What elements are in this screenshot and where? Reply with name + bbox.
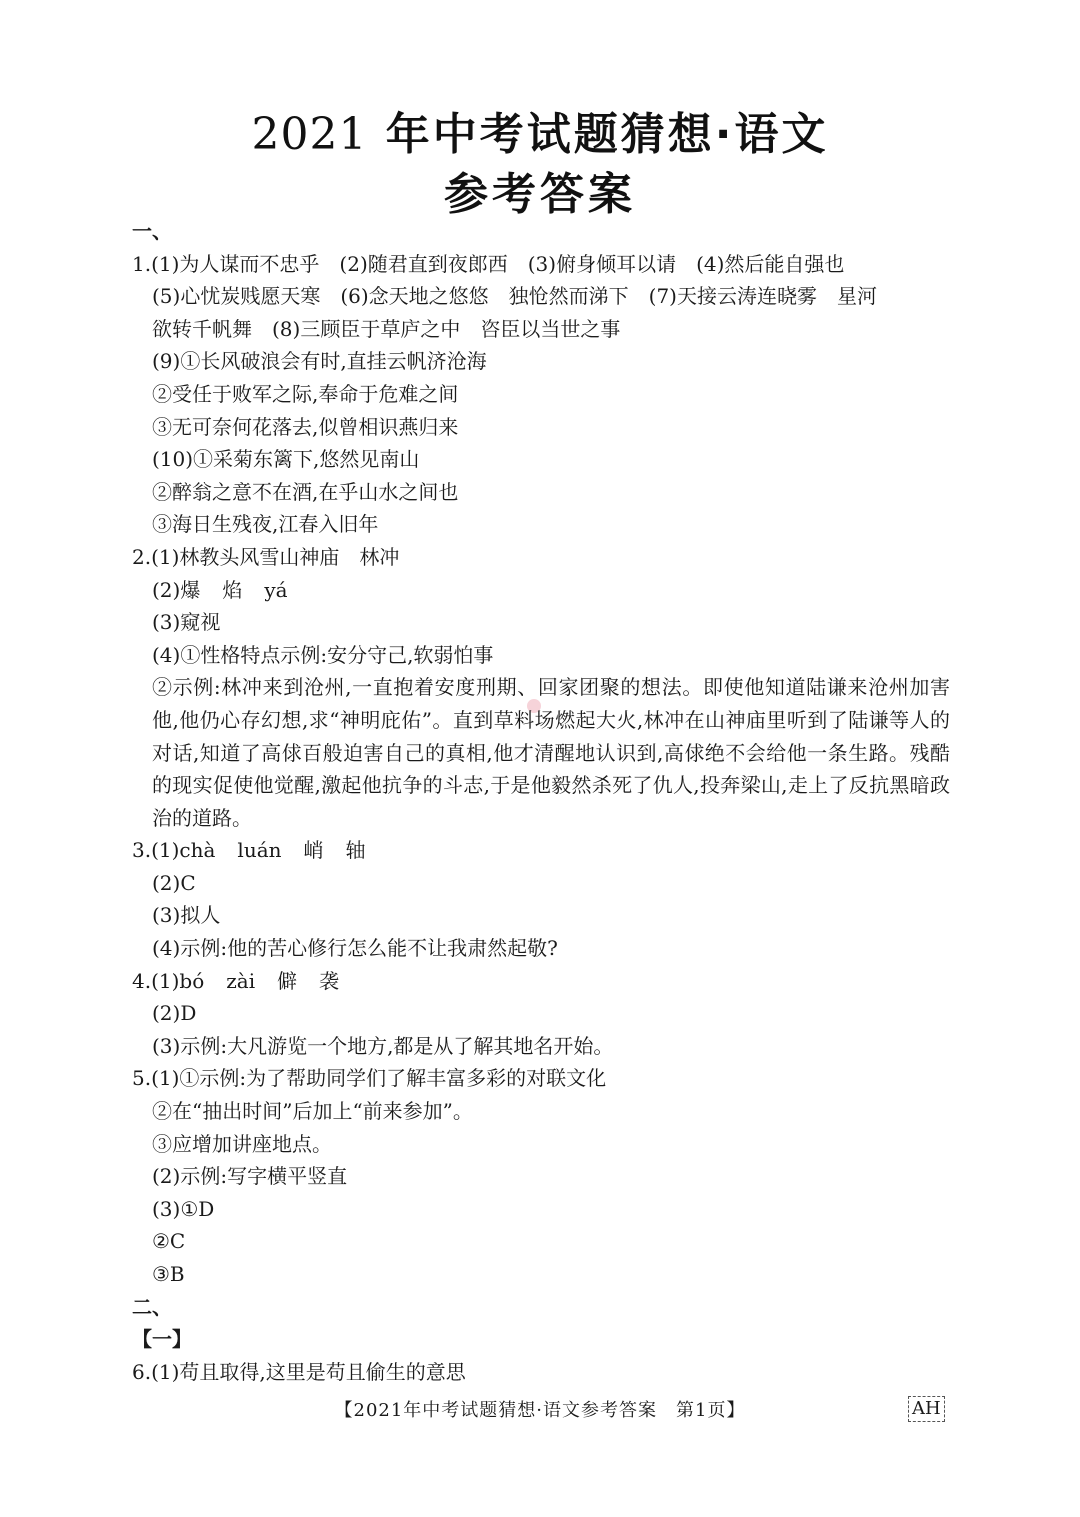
section-heading-2: 二、 — [132, 1294, 172, 1319]
q1-line-5: ②受任于败军之际,奉命于危难之间 — [152, 381, 459, 406]
q1-line-3: 欲转千帆舞 (8)三顾臣于草庐之中 咨臣以当世之事 — [152, 316, 621, 341]
q4-line-3: (3)示例:大凡游览一个地方,都是从了解其地名开始。 — [152, 1033, 614, 1058]
q4-l1-b: zài — [226, 968, 256, 993]
q4-l1-a: 4.(1)bó — [132, 968, 205, 993]
q2-line-3: (3)窥视 — [152, 610, 221, 635]
q1-line-4: (9)①长风破浪会有时,直挂云帆济沧海 — [152, 349, 487, 374]
q5-line-6: ②C — [152, 1229, 186, 1254]
q2-line-1: 2.(1)林教头风雪山神庙 林冲 — [132, 544, 400, 569]
section-heading-1: 一、 — [132, 219, 172, 243]
q1-line-9: ③海日生残夜,江春入旧年 — [152, 512, 379, 537]
q3-line-2: (2)C — [152, 870, 196, 895]
q1-line-1: 1.(1)为人谋而不忠乎 (2)随君直到夜郎西 (3)俯身倾耳以请 (4)然后能自强也 — [132, 251, 845, 276]
q1-line-6: ③无可奈何花落去,似曾相识燕归来 — [152, 414, 459, 439]
q5-line-5: (3)①D — [152, 1196, 215, 1221]
q2-line-4: (4)①性格特点示例:安分守己,软弱怕事 — [152, 642, 494, 667]
subsection-heading: 【一】 — [132, 1327, 192, 1352]
q5-line-1: 5.(1)①示例:为了帮助同学们了解丰富多彩的对联文化 — [132, 1066, 607, 1091]
edition-badge: AH — [908, 1396, 945, 1422]
q5-line-2: ②在“抽出时间”后加上“前来参加”。 — [152, 1099, 473, 1124]
q3-l1-c: 峭 — [303, 838, 324, 863]
q3-line-3: (3)拟人 — [152, 903, 221, 928]
q3-line-1 — [132, 834, 950, 867]
q3-l1-a: 3.(1)chà — [132, 838, 216, 863]
title-year: 2021 — [251, 109, 368, 160]
answer-content — [132, 215, 950, 1388]
page-title — [0, 98, 1080, 162]
q2-l2-a: (2)爆 — [152, 577, 201, 602]
title-main: 年中考试题猜想·语文 — [385, 109, 829, 160]
q5-line-7: ③B — [152, 1262, 185, 1286]
q4-l1-c: 僻 — [277, 968, 298, 993]
q3-l1-b: luán — [237, 838, 282, 863]
q4-line-2: (2)D — [152, 1001, 197, 1026]
page-footer: 【2021年中考试题猜想·语文参考答案 第1页】 — [334, 1400, 746, 1421]
q5-line-3: ③应增加讲座地点。 — [152, 1131, 332, 1156]
q2-l2-c: yá — [264, 577, 288, 602]
q6-line-1: 6.(1)苟且取得,这里是苟且偷生的意思 — [132, 1359, 466, 1384]
q1-line-2: (5)心忧炭贱愿天寒 (6)念天地之悠悠 独怆然而涕下 (7)天接云涛连晓雾 星河 — [152, 284, 877, 309]
q4-line-1 — [132, 965, 950, 998]
q1-line-7: (10)①采菊东篱下,悠然见南山 — [152, 447, 420, 472]
q5-line-4: (2)示例:写字横平竖直 — [152, 1164, 348, 1189]
q1-line-8: ②醉翁之意不在酒,在乎山水之间也 — [152, 479, 459, 504]
page-subtitle: 参考答案 — [444, 169, 636, 220]
q2-paragraph: ②示例:林冲来到沧州,一直抱着安度刑期、回家团聚的想法。即使他知道陆谦来沧州加害他,他仍心存幻想,求“神明庇佑”。直到草料场燃起大火,林冲在山神庙里听到了陆谦等人的对话,知道了高俅百般迫害自己的真相,他才清醒地认识到,高俅绝不会给他一条生路。残酷的现实促使他觉醒,激起他抗争的斗志,于是他毅然杀死了仇人,投奔梁山,走上了反抗黑暗政治的道路。 — [152, 675, 950, 830]
q4-l1-d: 袭 — [319, 968, 340, 993]
q2-line-2 — [132, 574, 950, 607]
q3-l1-d: 轴 — [345, 838, 366, 863]
q2-l2-b: 焰 — [222, 577, 243, 602]
q3-line-4: (4)示例:他的苦心修行怎么能不让我肃然起敬? — [152, 936, 558, 961]
